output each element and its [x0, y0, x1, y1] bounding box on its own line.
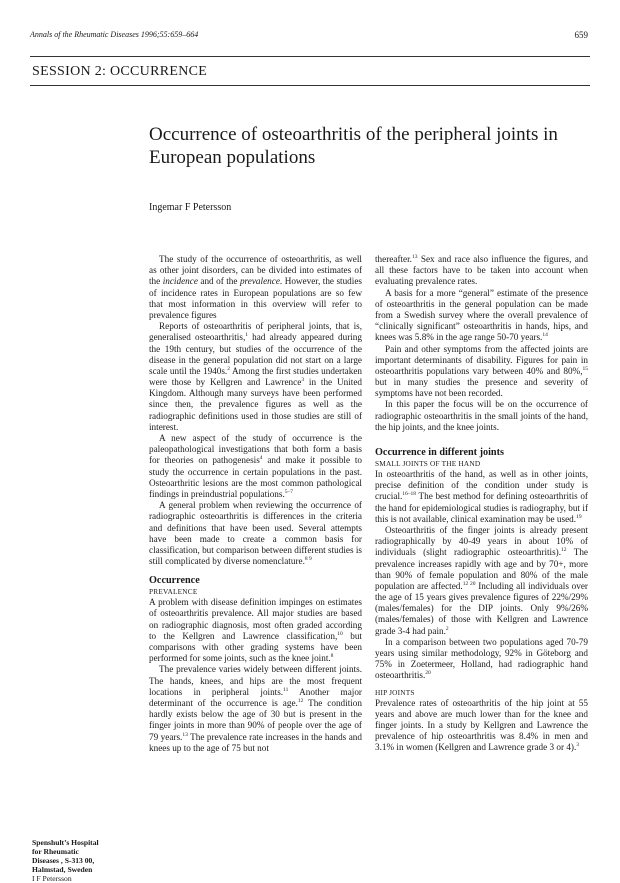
article-title: Occurrence of osteoarthritis of the peripheral joints in European populations	[149, 124, 558, 168]
affiliation-author: I F Petersson	[32, 874, 72, 883]
affiliation-line: Halmstad, Sweden	[32, 865, 93, 874]
paragraph: A general problem when reviewing the occurrence of radiographic osteoarthritis is differences in the criteria and definitions that have been used. Several attempts have been made to create a common basis for classification, but comparison between different studies is still complicated by diverse nomenclature.$^{8 9}$	[149, 500, 362, 567]
paragraph: A new aspect of the study of occurrence is the paleopathological investigations that both form a basis for theories on pathogenesis$^4$ and make it possible to study the occurrence in certain populations in the past. Osteoarthritic lesions are the most common pathological findings in preindustrial populations.$^{5-7}$	[149, 433, 362, 499]
paragraph: A basis for a more “general” estimate of the presence of osteoarthritis in the general population can be made from a Swedish survey where the overall prevalence of “clinically significant” osteoarthritis in hands, hips, and knees was 5.8% in the age range 50-70 years.$^{14}$	[375, 287, 588, 343]
left-column	[149, 254, 362, 754]
running-head: Annals of the Rheumatic Diseases 1996;55:659–664	[30, 30, 199, 39]
paragraph: The prevalence varies widely between different joints. The hands, knees, and hips are the most frequent locations in peripheral joints.$^{11}$ Another major determinant of the occurrence is age.$^{12}$ The condition hardly exists below the age of 30 but is present in the finger joints in more than 90% of people over the age of 79 years.$^{13}$ The prevalence rate increases in the hands and knees up to the age of 75 but not	[149, 664, 362, 753]
right-column	[375, 254, 588, 754]
article-author: Ingemar F Petersson	[149, 202, 232, 213]
paragraph: Reports of osteoarthritis of peripheral joints, that is, generalised osteoarthritis,$^1$ had already appeared during the 19th century, but studies of the occurrence of the disease in the general population did not start on a large scale until the 1940s.$^2$ Among the first studies undertaken were those by Kellgren and Lawrence$^3$ in the United Kingdom. Although many surveys have been performed since then, the prevalence figures as well as the radiographic definitions used in those studies are still of interest.	[149, 321, 362, 432]
paragraph: Prevalence rates of osteoarthritis of the hip joint at 55 years and above are much lower than for the knee and finger joints. In a study by Kellgren and Lawrence the prevalence of hip osteoarthritis was 8.4% in men and 3.1% in women (Kellgren and Lawrence grade 3 or 4).$^3$	[375, 697, 588, 753]
paragraph: The study of the occurrence of osteoarthritis, as well as other joint disorders, can be divided into estimates of the incidence and of the prevalence. However, the studies of incidence rates in European populations are so few that most information in this overview will refer to prevalence figures	[149, 254, 362, 320]
affiliation-line: for Rheumatic	[32, 847, 79, 856]
page-number: 659	[574, 30, 588, 40]
paragraph: A problem with disease definition impinges on estimates of osteoarthritis prevalence. All major studies are based on radiographic diagnosis, most often graded according to the Kellgren and Lawrence classification,$^{10}$ but comparisons with other grading systems have been performed for some joints, such as the knee joint.$^8$	[149, 597, 362, 664]
session-heading: SESSION 2: OCCURRENCE	[32, 64, 208, 79]
subheading-hip: HIP JOINTS	[375, 687, 415, 697]
affiliation-line: Diseases , S-313 00,	[32, 856, 95, 865]
paragraph: Osteoarthritis of the finger joints is already present radiographically by 40-49 years in about 10% of individuals (slight radiographic osteoarthritis).$^{12}$ The prevalence increases rapidly with age and by 70+, more than 90% of female population and 80% of the male population are affected.$^{12 20}$ Including all individuals over the age of 15 years gives prevalence figures of 22%/29% (males/females) for the DIP joints. Only 9%/26% (males/females) of those with Kellgren and Lawrence grade 3-4 had pain.$^2$	[375, 524, 588, 636]
affiliation-line: Spenshult’s Hospital	[32, 838, 99, 847]
paragraph: In this paper the focus will be on the occurrence of radiographic osteoarthritis in the small joints of the hand, the hip joints, and the knee joints.	[375, 399, 588, 432]
section-heading-joints: Occurrence in different joints	[375, 447, 504, 458]
subheading-prevalence: PREVALENCE	[149, 587, 198, 597]
section-heading-occurrence: Occurrence	[149, 575, 200, 587]
subheading-hand: SMALL JOINTS OF THE HAND	[375, 459, 481, 468]
top-rule	[30, 56, 590, 57]
paragraph: In a comparison between two populations aged 70-79 years using similar methodology, 92% in Göteborg and 75% in Zoetermeer, Holland, had radiographic hand osteoarthritis.$^{20}$	[375, 636, 588, 681]
paragraph: thereafter.$^{13}$ Sex and race also influence the figures, and all these factors have to be taken into account when evaluating prevalence rates.	[375, 253, 588, 287]
paragraph: Pain and other symptoms from the affected joints are important determinants of disability. Figures for pain in osteoarthritis populations vary between 40% and 80%,$^{15}$ but in many studies the presence and severity of symptoms have not been recorded.	[375, 343, 588, 399]
author-affiliation	[32, 838, 142, 883]
session-rule	[30, 85, 590, 86]
paragraph: In osteoarthritis of the hand, as well as in other joints, precise definition of the condition under study is crucial.$^{16-18}$ The best method for defining osteoarthritis of the hand for epidemiological studies is radiography, but if this is not available, clinical examination may be used.$^{19}$	[375, 469, 588, 524]
